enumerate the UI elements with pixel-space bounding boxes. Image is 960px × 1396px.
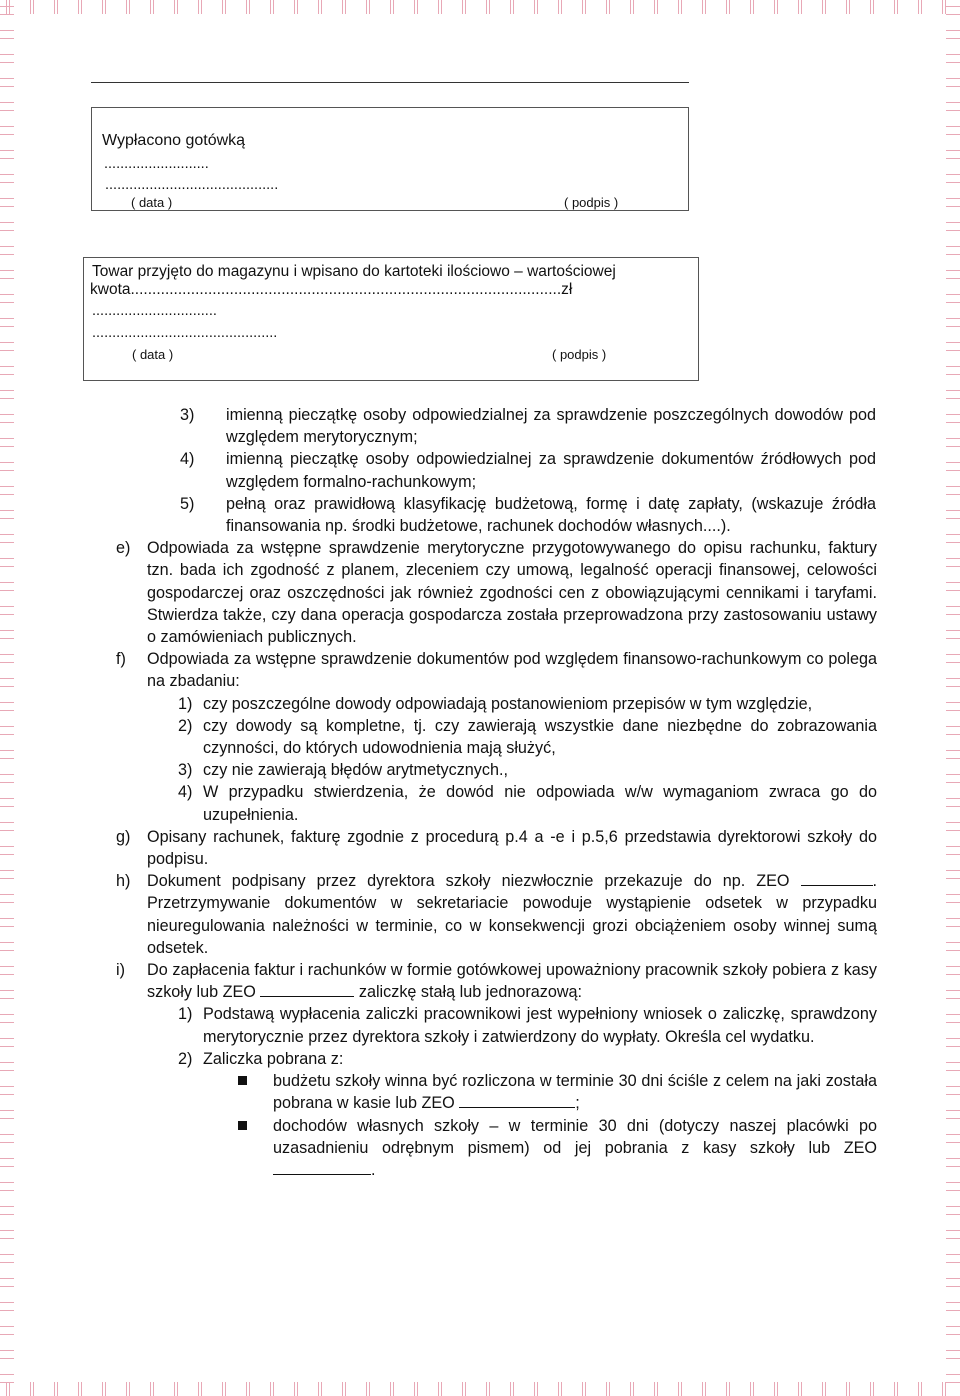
item-text: W przypadku stwierdzenia, że dowód nie odpowiada w/w wymaganiom zwraca go do uzupełnienia. <box>203 783 877 824</box>
item-number: 2) <box>178 1049 193 1068</box>
section-e <box>116 537 877 648</box>
section-label: h) <box>116 872 131 891</box>
blank-line <box>801 870 873 886</box>
item-text: Podstawą wypłacenia zaliczki pracownikowi jest wypełniony wniosek o zaliczkę, sprawdzony merytorycznie przez dyrektora szkoły i zatwierdzony do wypłaty. Określa cel wydatku. <box>203 1005 877 1046</box>
signature-dots: ........................................... <box>105 177 279 193</box>
item-text: czy poszczególne dowody odpowiadają postanowieniom przepisów w tym względzie, <box>203 694 813 713</box>
section-label: g) <box>116 827 131 846</box>
item-number: 4) <box>178 783 193 802</box>
document-body <box>0 404 960 1181</box>
signature-caption: ( podpis ) <box>564 195 619 210</box>
section-text: Odpowiada za wstępne sprawdzenie merytoryczne przygotowywanego do opisu rachunku, faktury tzn. bada ich zgodność z planem, zleceniem czy umową, legalność operacji finansowej, celowości gospodarczej oraz oszczędności jak również zgodności cen z obowiązującymi cennikami i taryfami. Stwierdza także, czy dana operacja gospodarcza została przeprowadzona przy zastosowaniu ustawy o zamówieniach publicznych. <box>147 539 877 647</box>
list-item <box>178 759 877 781</box>
item-number: 4) <box>180 450 195 469</box>
paid-cash-label: Wypłacono gotówką <box>102 132 246 149</box>
warehouse-text: Towar przyjęto do magazynu i wpisano do kartoteki ilościowo – wartościowej <box>92 263 616 280</box>
item-text: Zaliczka pobrana z: <box>203 1049 344 1068</box>
section-g <box>116 826 877 870</box>
section-text: zaliczkę stałą lub jednorazową: <box>358 983 583 1002</box>
square-bullet-icon <box>238 1121 247 1130</box>
section-label: f) <box>116 650 126 669</box>
warehouse-receipt-box <box>83 257 699 381</box>
list-item <box>180 448 876 492</box>
section-text: Do zapłacenia faktur i rachunków w formie gotówkowej upoważniony pracownik szkoły pobiera z kasy szkoły lub ZEO <box>147 961 877 1002</box>
section-text: . Przetrzymywanie dokumentów w sekretariacie powoduje wystąpienie odsetek w przypadku nieuregulowania należności w terminie, co w konsekwencji grozi obciążeniem osoby winnej sumą odsetek. <box>147 872 877 957</box>
blank-line <box>459 1092 575 1108</box>
date-caption: ( data ) <box>132 347 174 362</box>
square-bullet-icon <box>238 1076 247 1085</box>
list-item <box>178 715 877 759</box>
item-text: ; <box>575 1094 580 1113</box>
bullet-item <box>238 1070 877 1114</box>
item-number: 2) <box>178 716 193 735</box>
date-dots: .......................... <box>104 156 209 172</box>
list-item <box>178 1048 877 1070</box>
amount-line: kwota....................................................................................................zł <box>90 281 573 298</box>
list-item <box>178 1003 877 1047</box>
cash-payment-box <box>91 107 689 211</box>
list-item <box>178 781 877 825</box>
item-text: budżetu szkoły winna być rozliczona w terminie 30 dni ściśle z celem na jaki została pobrana w kasie lub ZEO <box>273 1072 877 1113</box>
item-number: 1) <box>178 1005 193 1024</box>
item-text: czy nie zawierają błędów arytmetycznych., <box>203 761 508 780</box>
list-item <box>178 693 877 715</box>
section-h <box>116 870 877 959</box>
top-rule <box>91 82 689 83</box>
list-item <box>180 493 876 537</box>
section-f <box>116 648 877 692</box>
item-text: dochodów własnych szkoły – w terminie 30 dni (dotyczy naszej placówki po uzasadnieniu odrębnym pismem) od jej pobrania z kasy szkoły lub ZEO <box>273 1116 877 1157</box>
signature-dots: .............................................. <box>92 325 278 341</box>
blank-line <box>260 981 354 997</box>
section-label: i) <box>116 961 125 980</box>
date-caption: ( data ) <box>131 195 173 210</box>
item-text: imienną pieczątkę osoby odpowiedzialnej za sprawdzenie poszczególnych dowodów pod względem merytorycznym; <box>226 406 876 447</box>
item-text: czy dowody są kompletne, tj. czy zawierają wszystkie dane niezbędne do zobrazowania czynności, do których udowodnienia mają służyć, <box>203 716 877 758</box>
item-number: 3) <box>180 406 195 424</box>
item-text: imienną pieczątkę osoby odpowiedzialnej za sprawdzenie dokumentów źródłowych pod względem formalno-rachunkowym; <box>226 450 876 491</box>
page-border-top <box>0 0 960 14</box>
blank-line <box>273 1159 371 1175</box>
bullet-item <box>238 1115 877 1182</box>
item-number: 5) <box>180 494 195 513</box>
section-label: e) <box>116 539 131 558</box>
section-text: Dokument podpisany przez dyrektora szkoły niezwłocznie przekazuje do np. ZEO <box>147 872 790 891</box>
item-text: . <box>371 1160 376 1179</box>
item-text: pełną oraz prawidłową klasyfikację budżetową, formę i datę zapłaty, (wskazuje źródła finansowania np. środki budżetowe, rachunek dochodów własnych....). <box>226 494 876 536</box>
page-border-bottom <box>0 1382 960 1396</box>
item-number: 3) <box>178 761 193 780</box>
section-text: Opisany rachunek, fakturę zgodnie z procedurą p.4 a -e i p.5,6 przedstawia dyrektorowi szkoły do podpisu. <box>147 827 877 869</box>
date-dots: ............................... <box>92 303 217 319</box>
section-i <box>116 959 877 1003</box>
signature-caption: ( podpis ) <box>552 347 607 362</box>
section-text: Odpowiada za wstępne sprawdzenie dokumentów pod względem finansowo-rachunkowym co polega na zbadaniu: <box>147 650 877 691</box>
item-number: 1) <box>178 694 193 713</box>
list-item <box>180 404 876 448</box>
